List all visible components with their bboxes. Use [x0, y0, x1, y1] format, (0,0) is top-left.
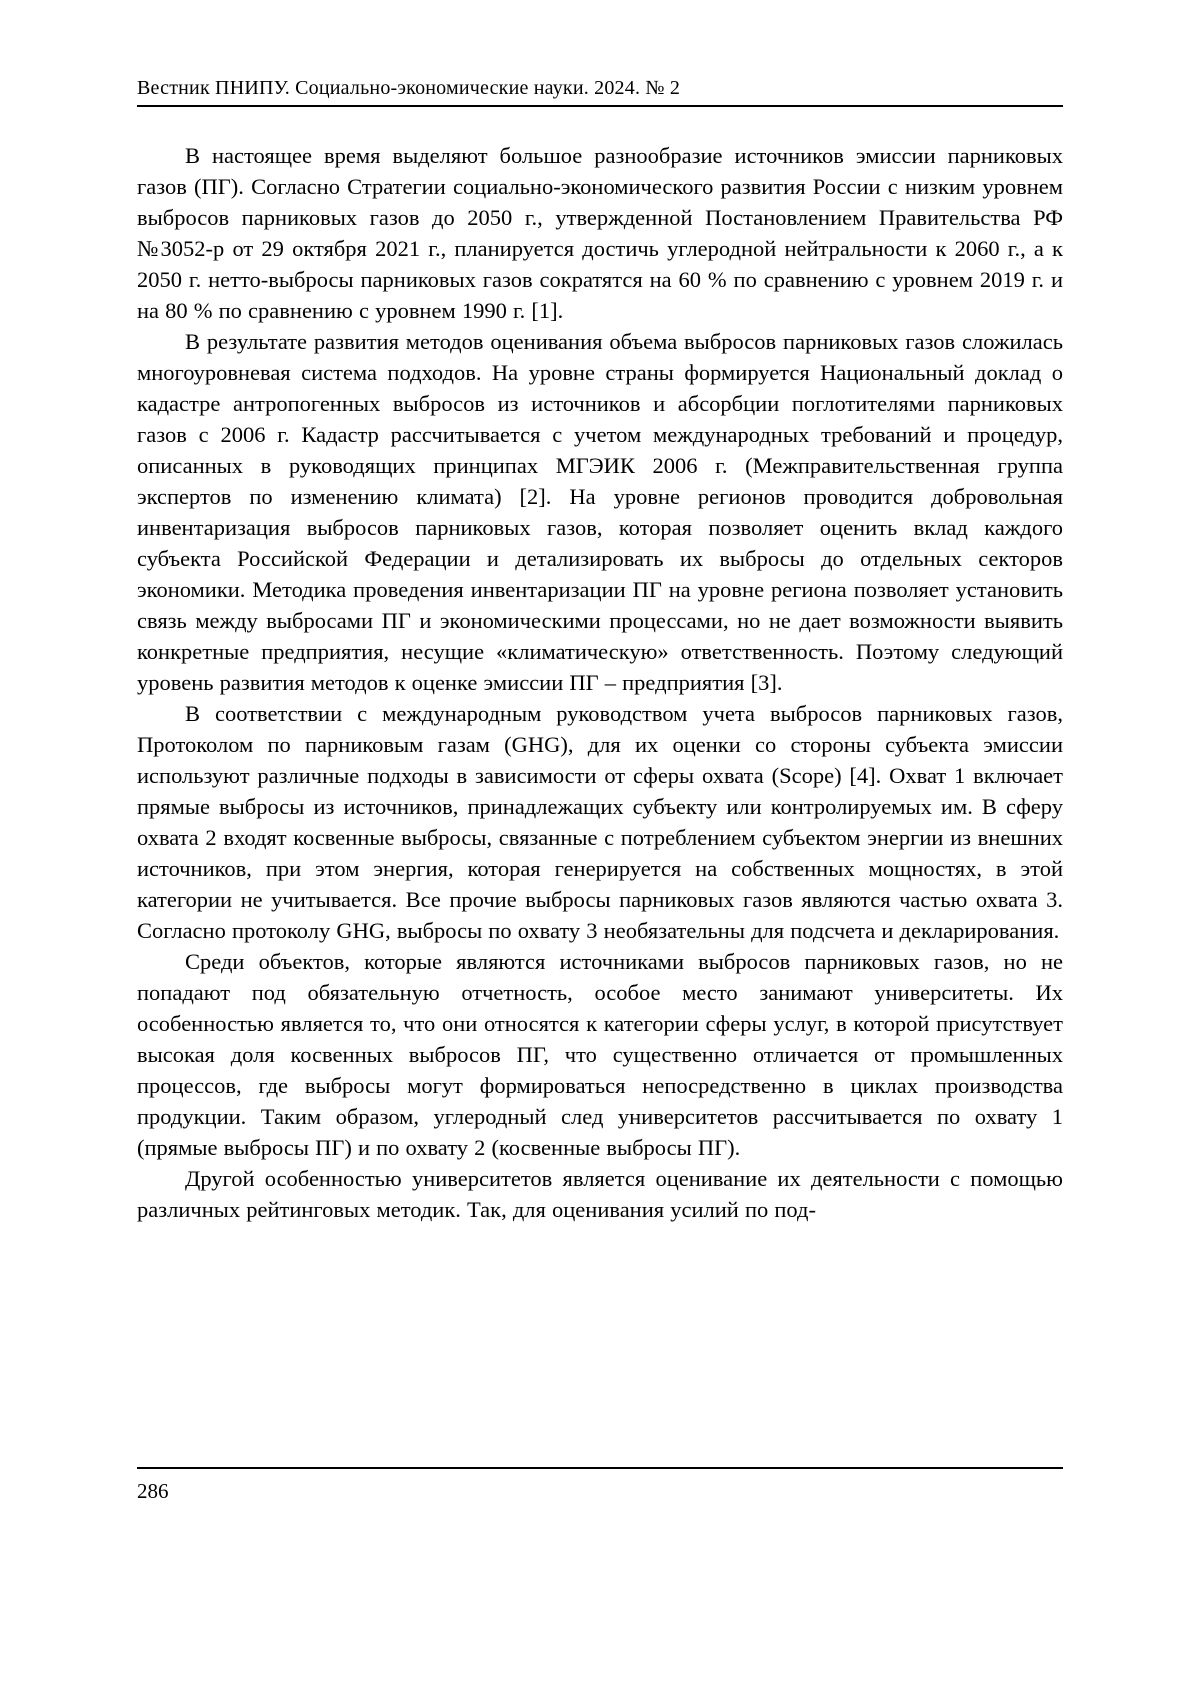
body-paragraph: Среди объектов, которые являются источниками выбросов парниковых газов, но не попадают под обязательную отчетность, особое место занимают университеты. Их особенностью является то, что они относятся к категории сферы услуг, в которой присутствует высокая доля косвенных выбросов ПГ, что существенно отличается от промышленных процессов, где выбросы могут формироваться непосредственно в циклах производства продукции. Таким образом, углеродный след университетов рассчитывается по охвату 1 (прямые выбросы ПГ) и по охвату 2 (косвенные выбросы ПГ). — [137, 949, 1063, 1160]
body-paragraph: Другой особенностью университетов является оценивание их деятельности с помощью различных рейтинговых методик. Так, для оценивания усилий по под- — [137, 1166, 1063, 1222]
body-paragraph: В соответствии с международным руководством учета выбросов парниковых газов, Протоколом по парниковым газам (GHG), для их оценки со стороны субъекта эмиссии используют различные подходы в зависимости от сферы охвата (Scope) [4]. Охват 1 включает прямые выбросы из источников, принадлежащих субъекту или контролируемых им. В сферу охвата 2 входят косвенные выбросы, связанные с потреблением субъектом энергии из внешних источников, при этом энергия, которая генерируется на собственных мощностях, в этой категории не учитывается. Все прочие выбросы парниковых газов являются частью охвата 3. Согласно протоколу GHG, выбросы по охвату 3 необязательны для подсчета и декларирования. — [137, 701, 1063, 943]
article-body — [137, 140, 1063, 1225]
body-paragraph: В настоящее время выделяют большое разнообразие источников эмиссии парниковых газов (ПГ). Согласно Стратегии социально-экономического развития России с низким уровнем выбросов парниковых газов до 2050 г., утвержденной Постановлением Правительства РФ №3052-р от 29 октября 2021 г., планируется достичь углеродной нейтральности к 2060 г., а к 2050 г. нетто-выбросы парниковых газов сократятся на 60 % по сравнению с уровнем 2019 г. и на 80 % по сравнению с уровнем 1990 г. [1]. — [137, 143, 1063, 323]
running-head: Вестник ПНИПУ. Социально-экономические науки. 2024. № 2 — [137, 77, 681, 99]
footer-rule — [137, 1467, 1063, 1469]
page-number: 286 — [137, 1479, 169, 1503]
body-paragraph: В результате развития методов оценивания объема выбросов парниковых газов сложилась многоуровневая система подходов. На уровне страны формируется Национальный доклад о кадастре антропогенных выбросов из источников и абсорбции поглотителями парниковых газов с 2006 г. Кадастр рассчитывается с учетом международных требований и процедур, описанных в руководящих принципах МГЭИК 2006 г. (Межправительственная группа экспертов по изменению климата) [2]. На уровне регионов проводится добровольная инвентаризация выбросов парниковых газов, которая позволяет оценить вклад каждого субъекта Российской Федерации и детализировать их выбросы до отдельных секторов экономики. Методика проведения инвентаризации ПГ на уровне региона позволяет установить связь между выбросами ПГ и экономическими процессами, но не дает возможности выявить конкретные предприятия, несущие «климатическую» ответственность. Поэтому следующий уровень развития методов к оценке эмиссии ПГ – предприятия [3]. — [137, 329, 1063, 695]
header-rule — [137, 105, 1063, 107]
